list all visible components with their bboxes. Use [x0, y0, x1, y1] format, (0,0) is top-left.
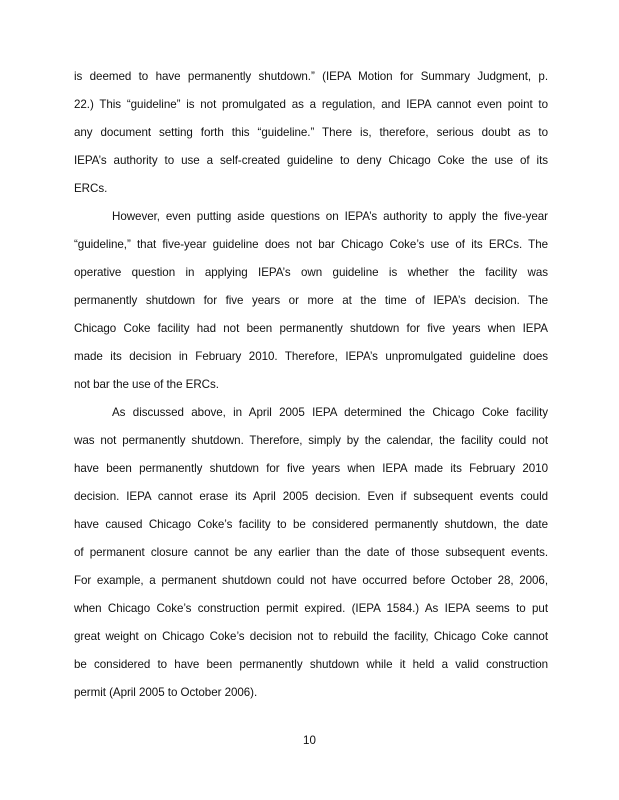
- text-line: not bar the use of the ERCs.: [74, 378, 219, 391]
- text-line: operative question in applying IEPA’s own guideline is whether the facility was: [74, 266, 548, 279]
- text-line: decision. IEPA cannot erase its April 2005 decision. Even if subsequent events could: [74, 490, 548, 503]
- text-line: of permanent closure cannot be any earlier than the date of those subsequent events.: [74, 546, 548, 559]
- text-line: “guideline,” that five-year guideline does not bar Chicago Coke’s use of its ERCs. The: [74, 238, 548, 251]
- text-line: be considered to have been permanently shutdown while it held a valid construction: [74, 658, 548, 671]
- text-line: IEPA’s authority to use a self-created guideline to deny Chicago Coke the use of its: [74, 154, 548, 167]
- text-line: Chicago Coke facility had not been permanently shutdown for five years when IEPA: [74, 322, 548, 335]
- text-line: 22.) This “guideline” is not promulgated as a regulation, and IEPA cannot even point to: [74, 98, 548, 111]
- text-line: permit (April 2005 to October 2006).: [74, 686, 258, 699]
- text-line: permanently shutdown for five years or more at the time of IEPA’s decision. The: [74, 294, 548, 307]
- text-line: However, even putting aside questions on IEPA’s authority to apply the five-year: [112, 210, 548, 223]
- text-line: have caused Chicago Coke’s facility to be considered permanently shutdown, the date: [74, 518, 548, 531]
- text-line: great weight on Chicago Coke’s decision not to rebuild the facility, Chicago Coke cannot: [74, 630, 548, 643]
- text-line: is deemed to have permanently shutdown.” (IEPA Motion for Summary Judgment, p.: [74, 70, 548, 83]
- text-line: when Chicago Coke’s construction permit expired. (IEPA 1584.) As IEPA seems to put: [74, 602, 548, 615]
- text-line: made its decision in February 2010. Therefore, IEPA’s unpromulgated guideline does: [74, 350, 548, 363]
- text-line: was not permanently shutdown. Therefore, simply by the calendar, the facility could not: [74, 434, 548, 447]
- text-line: As discussed above, in April 2005 IEPA determined the Chicago Coke facility: [112, 406, 548, 419]
- text-line: ERCs.: [74, 182, 108, 195]
- text-line: have been permanently shutdown for five years when IEPA made its February 2010: [74, 462, 548, 475]
- text-line: For example, a permanent shutdown could not have occurred before October 28, 2006,: [74, 574, 548, 587]
- page-number: 10: [303, 734, 316, 747]
- text-line: any document setting forth this “guideline.” There is, therefore, serious doubt as to: [74, 126, 548, 139]
